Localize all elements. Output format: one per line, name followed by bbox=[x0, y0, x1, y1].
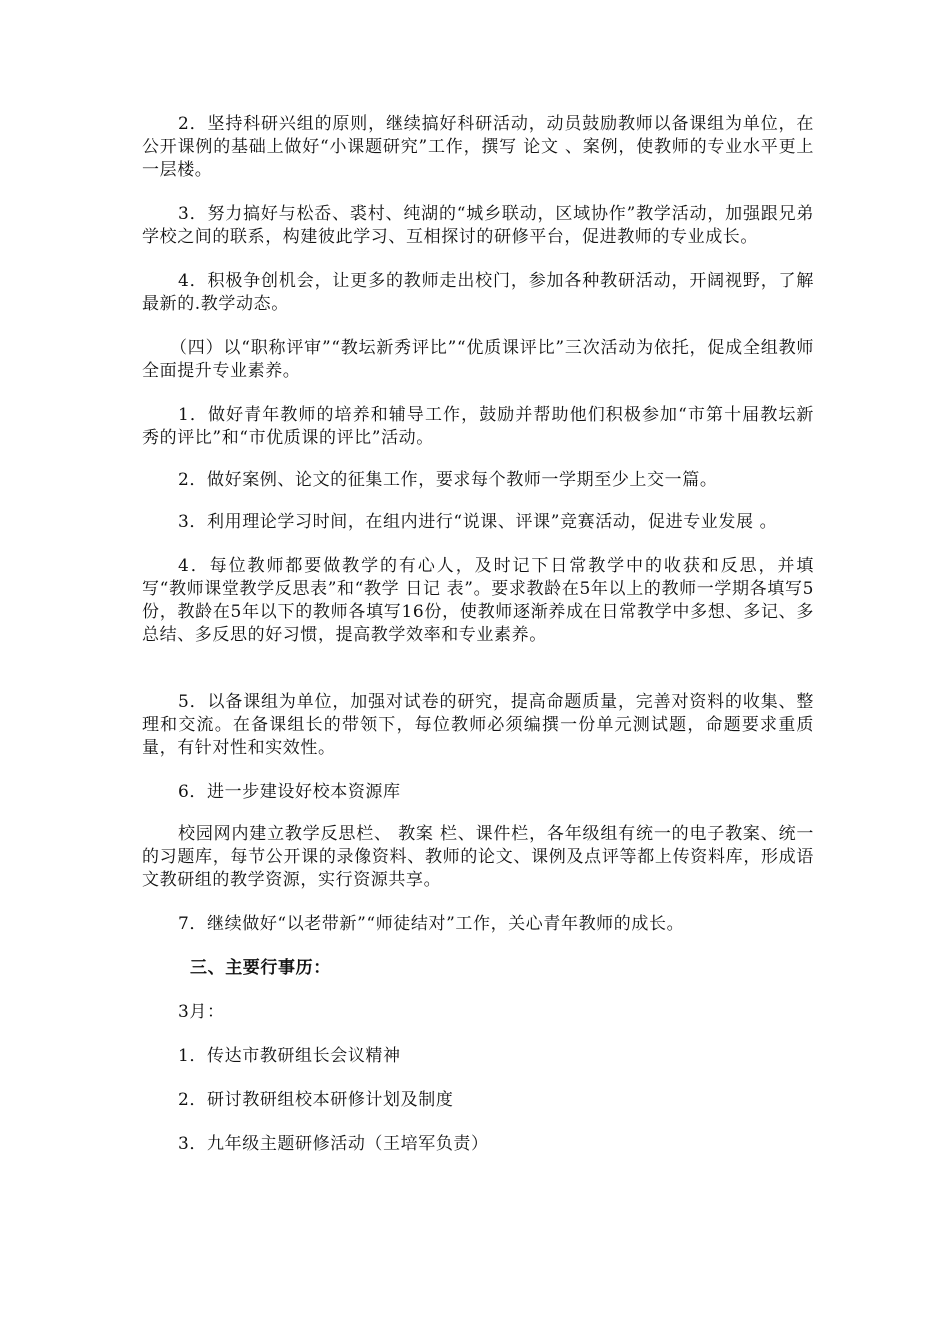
paragraph-mentoring: 7．继续做好“以老带新”“师徒结对”工作，关心青年教师的成长。 bbox=[178, 914, 685, 934]
paragraph-urban-rural-linkage: 3．努力搞好与松岙、裘村、纯湖的“城乡联动，区域协作”教学活动，加强跟兄弟学校之间的联系，构建彼此学习、互相探讨的研修平台，促进教师的专业成长。 bbox=[142, 204, 814, 247]
section-heading-schedule: 三、主要行事历： bbox=[190, 958, 331, 978]
paragraph-lesson-review: 3．利用理论学习时间，在组内进行“说课、评课”竞赛活动，促进专业发展 。 bbox=[178, 512, 778, 532]
section-heading-four: （四）以“职称评审”“教坛新秀评比”“优质课评比”三次活动为依托，促成全组教师全面提升专业素养。 bbox=[142, 338, 814, 381]
paragraph-resource-library: 6．进一步建设好校本资源库 bbox=[178, 782, 401, 802]
paragraph-exam-research: 5．以备课组为单位，加强对试卷的研究，提高命题质量，完善对资料的收集、整理和交流。在备课组长的带领下，每位教师必须编撰一份单元测试题，命题要求重质量，有针对性和实效性。 bbox=[142, 692, 814, 758]
paragraph-research-groups: 2．坚持科研兴组的原则，继续搞好科研活动，动员鼓励教师以备课组为单位，在公开课例的基础上做好“小课题研究”工作，撰写 论文 、案例，使教师的专业水平更上一层楼。 bbox=[142, 114, 814, 180]
paragraph-young-teachers: 1．做好青年教师的培养和辅导工作，鼓励并帮助他们积极参加“市第十届教坛新秀的评比”和“市优质课的评比”活动。 bbox=[142, 405, 814, 448]
schedule-item-3: 3．九年级主题研修活动（王培军负责） bbox=[178, 1134, 489, 1154]
paragraph-campus-network: 校园网内建立教学反思栏、 教案 栏、课件栏，各年级组有统一的电子教案、统一的习题库，每节公开课的录像资料、教师的论文、课例及点评等都上传资料库，形成语文教研组的教学资源，实行资源共享。 bbox=[142, 824, 814, 890]
paragraph-external-activities: 4．积极争创机会，让更多的教师走出校门，参加各种教研活动，开阔视野，了解最新的.教学动态。 bbox=[142, 271, 814, 314]
paragraph-teaching-reflection: 4．每位教师都要做教学的有心人，及时记下日常教学中的收获和反思，并填写“教师课堂教学反思表”和“教学 日记 表”。要求教龄在5年以上的教师一学期各填写5份，教龄在5年以下的教师各填写16份，使教师逐渐养成在日常教学中多想、多记、多总结、多反思的好习惯，提高教学效率和专业素养。 bbox=[142, 556, 814, 645]
paragraph-case-collection: 2．做好案例、论文的征集工作，要求每个教师一学期至少上交一篇。 bbox=[178, 470, 718, 490]
schedule-item-1: 1．传达市教研组长会议精神 bbox=[178, 1046, 401, 1066]
document-body bbox=[142, 113, 814, 1156]
schedule-month-label: 3月： bbox=[178, 1002, 225, 1022]
schedule-item-2: 2．研讨教研组校本研修计划及制度 bbox=[178, 1090, 454, 1110]
